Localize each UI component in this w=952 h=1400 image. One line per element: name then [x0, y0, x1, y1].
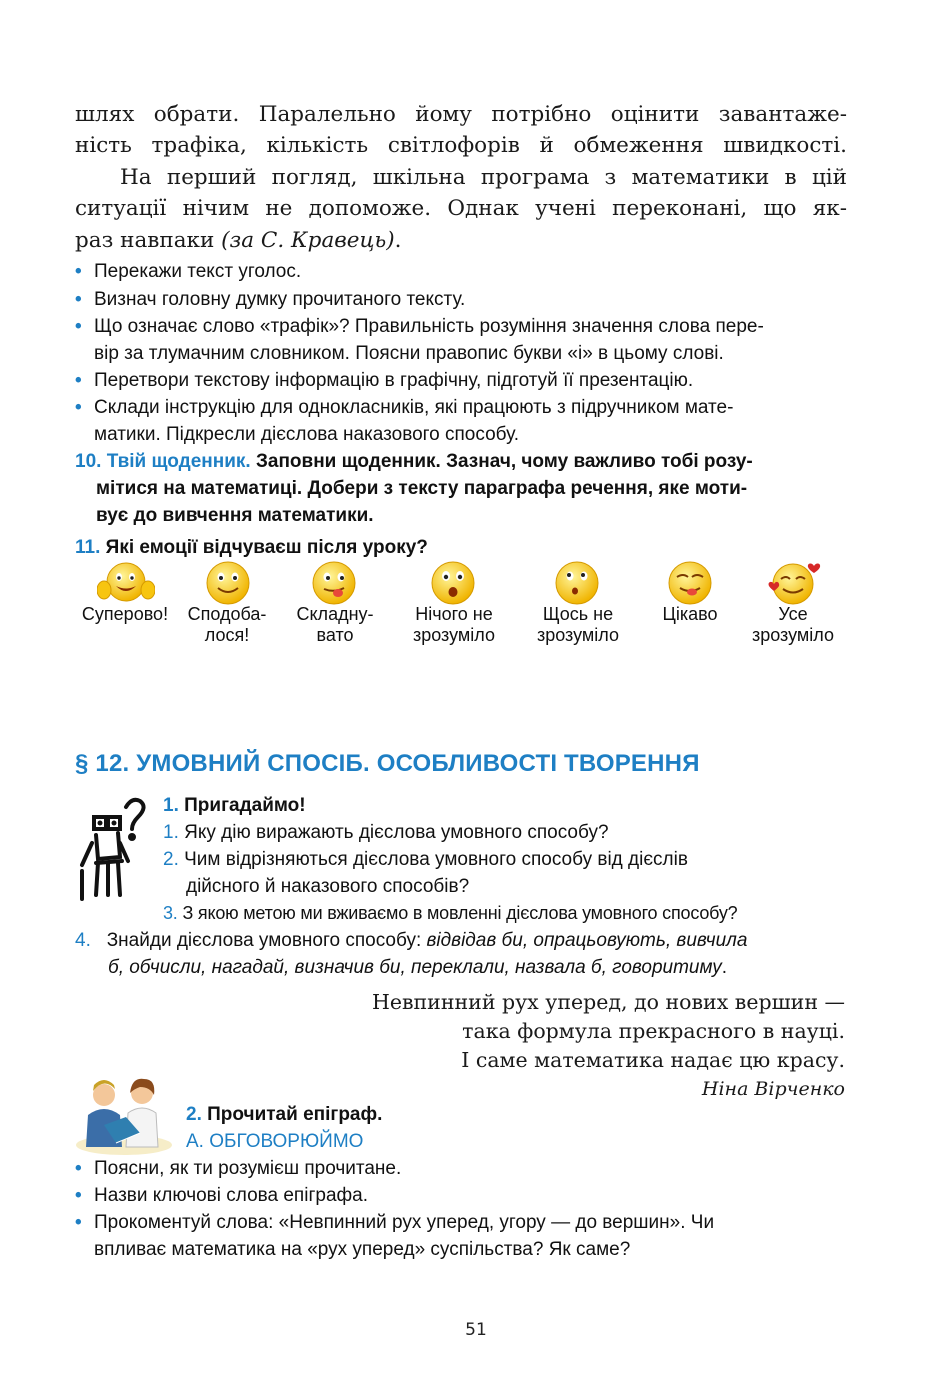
- recall-question: [163, 819, 853, 846]
- intro-para2-line-2: ситуації нічим не допоможе. Однак учені переконані, що як-: [75, 196, 847, 221]
- question-words: б, обчисли, нагадай, визначив би, переклали, назвала б, говоритиму: [108, 957, 722, 978]
- emotion-label: [728, 604, 858, 646]
- emotion-label-line: Складну-: [296, 604, 374, 624]
- bullet-dot: •: [75, 316, 82, 337]
- epigraph-line: така формула прекрасного в науці.: [462, 1019, 845, 1043]
- task-2-number: 2.: [186, 1104, 202, 1125]
- curious-smiley-icon[interactable]: [665, 560, 715, 606]
- bullet-text: вір за тлумачним словником. Поясни правопис букви «і» в цьому слові.: [94, 343, 724, 364]
- love-smiley-icon[interactable]: [768, 560, 822, 606]
- task-2-bullet: [75, 1182, 850, 1209]
- intro-line-2: ність трафіка, кількість світлофорів й обмеження швидкості.: [75, 133, 847, 158]
- emotion-label-line: зрозуміло: [751, 625, 834, 645]
- section-title: § 12. УМОВНИЙ СПОСІБ. ОСОБЛИВОСТІ ТВОРЕННЯ: [75, 750, 700, 777]
- task-2-title: [186, 1101, 382, 1128]
- students-reading-icon: [74, 1075, 174, 1155]
- emotion-label-line: зрозуміло: [536, 625, 619, 645]
- task-2-title-text: Прочитай епіграф.: [207, 1104, 383, 1125]
- bullet-text: впливає математика на «рух уперед» суспільства? Як саме?: [94, 1239, 631, 1260]
- bullet-dot: •: [75, 289, 82, 310]
- epigraph: [300, 988, 845, 1104]
- intro-source: (за С. Кравець): [221, 228, 395, 253]
- question-number: 3.: [163, 903, 178, 923]
- task-10-line: мітися на математиці. Добери з тексту параграфа речення, яке моти-: [96, 478, 748, 499]
- bullet-text: Прокоментуй слова: «Невпинний рух уперед, угору — до вершин». Чи: [94, 1212, 715, 1233]
- emotion-label-line: Нічого не: [415, 604, 493, 624]
- task-11-number: 11.: [75, 537, 101, 558]
- emotion-label: [513, 604, 643, 646]
- intro-line-1: шлях обрати. Паралельно йому потрібно оцінити завантаже-: [75, 102, 847, 127]
- emotion-label-line: Цікаво: [662, 604, 718, 624]
- emotion-label: [270, 604, 400, 646]
- page-number: 51: [465, 1320, 487, 1340]
- task-bullet: [75, 367, 850, 394]
- task-10-line: вує до вивчення математики.: [96, 505, 374, 526]
- task-10: [75, 448, 850, 529]
- emotion-label-line: Суперово!: [81, 604, 169, 624]
- emotion-label-line: зрозуміло: [412, 625, 495, 645]
- question-text: З якою метою ми вживаємо в мовленні дієслова умовного способу?: [182, 903, 738, 923]
- bullet-dot: •: [75, 370, 82, 391]
- recall-question-4: [75, 927, 855, 981]
- intro-para2-line-3: [75, 226, 847, 255]
- recall-number: 1.: [163, 795, 179, 816]
- intro-para2-line-1: На перший погляд, шкільна програма з математики в цій: [120, 165, 847, 190]
- emotion-label-line: Щось не: [542, 604, 614, 624]
- question-text: дійсного й наказового способів?: [186, 876, 470, 897]
- task-bullet: [75, 313, 850, 367]
- bullet-text: Поясни, як ти розумієш прочитане.: [94, 1158, 402, 1179]
- task-2-subtitle: А. ОБГОВОРЮЙМО: [186, 1131, 364, 1152]
- emotion-label-line: лося!: [204, 625, 250, 645]
- bullet-text: Перекажи текст уголос.: [94, 261, 302, 282]
- bullet-dot: •: [75, 261, 82, 282]
- recall-question: [163, 900, 863, 927]
- recall-question: [163, 846, 853, 900]
- bullet-dot: •: [75, 1158, 82, 1179]
- question-number: 2.: [163, 849, 179, 870]
- question-number: 1.: [163, 822, 179, 843]
- bullet-text: Назви ключові слова епіграфа.: [94, 1185, 368, 1206]
- bullet-dot: •: [75, 1212, 82, 1233]
- task-10-number: 10.: [75, 451, 102, 472]
- question-number: 4.: [75, 930, 91, 951]
- task-10-line: Заповни щоденник. Зазнач, чому важливо тобі розу-: [255, 451, 753, 472]
- task-2-bullet: [75, 1209, 850, 1263]
- task-bullet: [75, 258, 850, 285]
- task-11: [75, 534, 428, 561]
- bullet-dot: •: [75, 397, 82, 418]
- intro-para2-text: раз навпаки: [75, 228, 222, 253]
- bullet-text: Склади інструкцію для однокласників, які працюють з підручником мате-: [94, 397, 734, 418]
- emotion-label-line: Сподоба-: [187, 604, 267, 624]
- bullet-dot: •: [75, 1185, 82, 1206]
- epigraph-line: І саме математика надає цю красу.: [461, 1048, 845, 1072]
- bullet-text: Визнач головну думку прочитаного тексту.: [94, 289, 466, 310]
- emotion-label: [389, 604, 519, 646]
- question-end: .: [721, 957, 728, 978]
- emotion-label-line: Усе: [778, 604, 808, 624]
- thinking-figure-icon: [74, 795, 154, 905]
- thumbs-up-smiley-icon[interactable]: [97, 560, 155, 606]
- task-2-bullet: [75, 1155, 850, 1182]
- surprised-smiley-icon[interactable]: [428, 560, 478, 606]
- task-bullet: [75, 286, 850, 313]
- recall-title-text: Пригадаймо!: [184, 795, 306, 816]
- smiley-icon[interactable]: [203, 560, 253, 606]
- task-10-label: Твій щоденник.: [106, 451, 251, 472]
- epigraph-author: Ніна Вірченко: [701, 1078, 845, 1100]
- intro-end: .: [394, 228, 402, 253]
- bullet-text: Перетвори текстову інформацію в графічну, підготуй її презентацію.: [94, 370, 694, 391]
- question-words: відвідав би, опрацьовують, вивчила: [426, 930, 748, 951]
- recall-title: [163, 792, 306, 819]
- tongue-smiley-icon[interactable]: [309, 560, 359, 606]
- epigraph-line: Невпинний рух уперед, до нових вершин —: [371, 990, 845, 1014]
- task-bullet: [75, 394, 850, 448]
- question-text: Знайди дієслова умовного способу:: [106, 930, 427, 951]
- emotion-label-line: вато: [316, 625, 354, 645]
- bullet-text: Що означає слово «трафік»? Правильність розуміння значення слова пере-: [94, 316, 764, 337]
- task-11-text: Які емоції відчуваєш після уроку?: [105, 537, 428, 558]
- question-text: Чим відрізняються дієслова умовного способу від дієслів: [184, 849, 688, 870]
- bullet-text: матики. Підкресли дієслова наказового способу.: [94, 424, 519, 445]
- confused-smiley-icon[interactable]: [552, 560, 602, 606]
- question-text: Яку дію виражають дієслова умовного способу?: [184, 822, 609, 843]
